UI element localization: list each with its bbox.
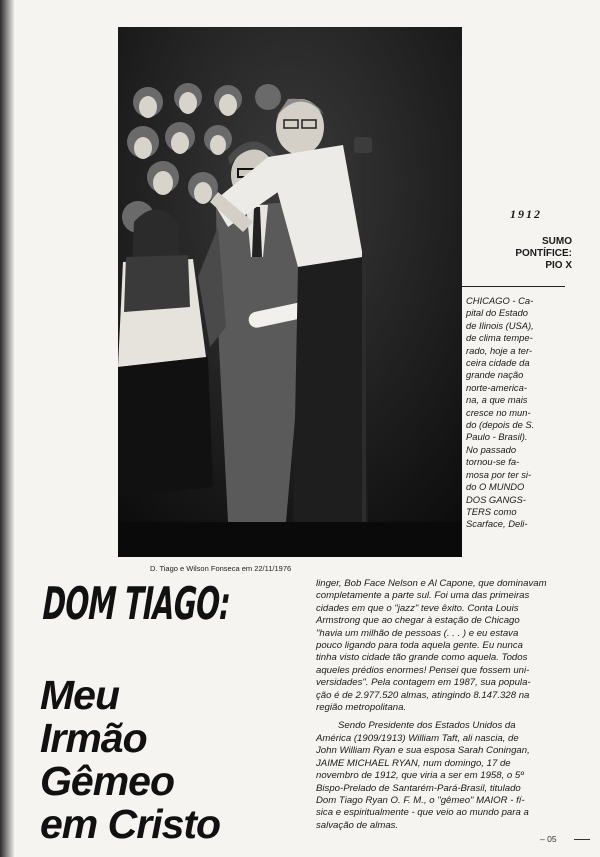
pontiff-line: PIO X <box>545 260 572 271</box>
body-line: Armstrong que ao chegar à estação de Chicago <box>316 615 520 627</box>
photo <box>118 27 462 557</box>
column-line: na, a que mais <box>466 394 528 406</box>
column-line: do O MUNDO <box>466 481 525 493</box>
page-number-rule <box>574 839 590 840</box>
photo-caption: D. Tiago e Wilson Fonseca em 22/11/1976 <box>150 564 292 573</box>
column-line: rado, hoje a ter- <box>466 344 533 356</box>
sidebar-year: 1912 <box>510 207 542 221</box>
body-line: região metropolitana. <box>316 702 407 714</box>
body-line: novembro de 1912, que viria a ser em 1958, o 5º <box>316 770 524 782</box>
sidebar-divider <box>455 286 565 287</box>
column-line: de clima tempe- <box>466 332 533 344</box>
body-line: Dom Tiago Ryan O. F. M., o "gêmeo" MAIOR - fí- <box>316 794 525 806</box>
column-line: cresce no mun- <box>466 406 531 418</box>
subhead-line: Meu <box>40 672 119 718</box>
sidebar-pontiff <box>470 236 572 272</box>
subhead <box>40 674 290 846</box>
body-line: pouco ligando para toda aquela gente. Eu nunca <box>316 640 523 652</box>
body-line: tinha visto cidade tão grande como aquela. Todos <box>316 652 528 664</box>
column-line: Paulo - Brasil). <box>466 431 528 443</box>
subhead-line: Irmão <box>40 715 147 761</box>
body-line: linger, Bob Face Nelson e Al Capone, que dominavam <box>316 578 547 589</box>
column-line: No passado <box>466 443 517 455</box>
binding-shadow <box>0 0 14 857</box>
body-line: "havia um milhão de pessoas (. . . ) e eu estava <box>316 627 519 639</box>
body-line: cidades em que o "jazz" teve êxito. Conta Louis <box>316 602 519 614</box>
subhead-line: Gêmeo <box>40 758 174 804</box>
body-line: aqueles prédios enormes! Pensei que fossem uni- <box>316 664 530 676</box>
body-line: John William Ryan e sua esposa Sarah Coningan, <box>316 745 530 757</box>
column-line: ceira cidade da <box>466 357 530 369</box>
column-line: do (depois de S. <box>466 419 535 431</box>
column-line: tornou-se fa- <box>466 456 520 468</box>
narrow-column-text <box>466 295 562 531</box>
body-line: completamente a parte sul. Foi uma das primeiras <box>316 590 530 602</box>
body-text <box>316 578 578 832</box>
body-line: Sendo Presidente dos Estados Unidos da <box>338 720 516 732</box>
column-line: TERS como <box>466 505 517 517</box>
photo-scene <box>118 27 462 557</box>
column-line: pital do Estado <box>466 307 529 319</box>
headline: DOM TIAGO: <box>41 577 232 630</box>
column-line: DOS GANGS- <box>466 493 526 505</box>
page-number: – 05 <box>540 834 557 844</box>
column-line: de Ilinois (USA), <box>466 319 534 331</box>
subhead-line: em Cristo <box>40 801 221 847</box>
body-line: ção é de 2.977.520 almas, atingindo 8.147.328 na <box>316 689 530 701</box>
body-line: salvação de almas. <box>316 819 399 831</box>
body-line: Bispo-Prelado de Santarém-Pará-Brasil, titulado <box>316 782 521 794</box>
column-line: grande nação <box>466 369 524 381</box>
body-line: versidades". Pela contagem em 1987, sua popula- <box>316 677 531 689</box>
column-line: mosa por ter si- <box>466 468 532 480</box>
column-line: norte-america- <box>466 381 527 393</box>
body-line: sica e espiritualmente - que veio ao mundo para a <box>316 807 529 819</box>
column-line: Scarface, Deli- <box>466 518 528 530</box>
body-line: JAIME MICHAEL RYAN, num domingo, 17 de <box>316 757 511 769</box>
body-line: América (1909/1913) William Taft, ali nascia, de <box>316 732 519 744</box>
pontiff-line: PONTÍFICE: <box>515 248 572 259</box>
column-line: CHICAGO - Ca- <box>466 295 534 306</box>
pontiff-line: SUMO <box>542 236 572 247</box>
